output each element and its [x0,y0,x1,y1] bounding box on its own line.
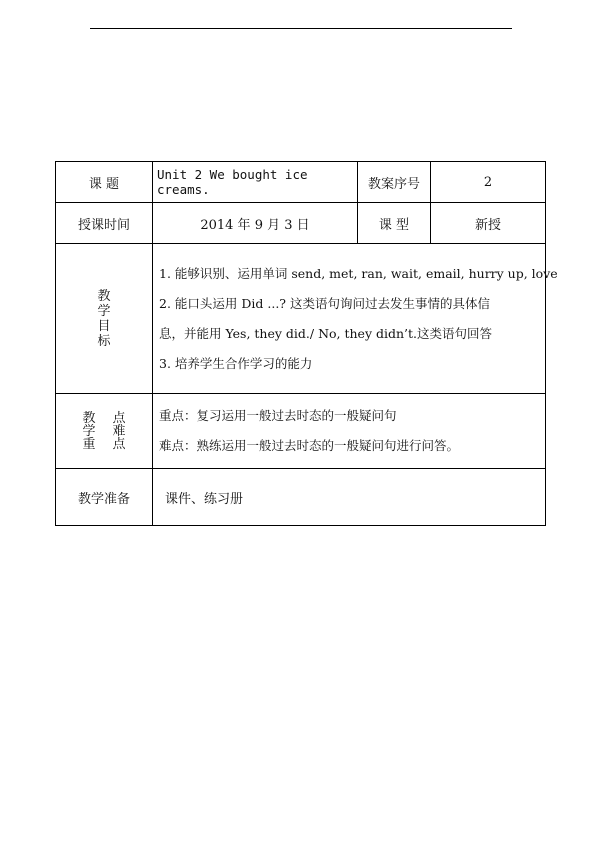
plan-number-value: 2 [431,162,546,203]
keypoints-label-char: 学 [82,423,96,439]
keypoints-label-char: 教 [82,410,96,426]
keypoints-content [153,394,546,469]
table-row [56,394,546,469]
keypoints-label-char: 重 [82,436,96,452]
topic-label: 课 题 [56,162,153,203]
objective-item: 1. 能够识别、运用单词 send, met, ran, wait, email, hurry up, love [159,265,558,281]
key-point: 重点：复习运用一般过去时态的一般疑问句 [159,408,397,423]
table-row [56,162,546,203]
table-row [56,244,546,394]
header-rule [90,28,512,29]
objectives-label [56,244,153,394]
lesson-plan-table [55,161,558,526]
table-row [56,203,546,244]
keypoints-label-char: 点 [112,410,126,426]
table-row [56,469,546,526]
date-value: 2014 年 9 月 3 日 [153,203,358,244]
preparation-label: 教学准备 [56,469,153,526]
time-label: 授课时间 [56,203,153,244]
objective-item: 息，并能用 Yes, they did./ No, they didn’t.这类语句回答 [159,325,493,341]
objectives-label-char: 教 [97,288,111,304]
topic-value: Unit 2 We bought ice creams. [153,162,358,203]
objectives-label-char: 学 [97,303,111,319]
objective-item: 3. 培养学生合作学习的能力 [159,355,313,371]
keypoints-label [56,394,153,469]
keypoints-label-char: 难 [112,423,126,439]
plan-number-label: 教案序号 [358,162,431,203]
objectives-content [153,244,558,394]
preparation-value: 课件、练习册 [153,469,546,526]
objectives-label-char: 标 [97,333,111,349]
type-label: 课 型 [358,203,431,244]
objectives-label-char: 目 [97,318,111,334]
type-value: 新授 [431,203,546,244]
keypoints-label-char: 点 [112,436,126,452]
difficult-point: 难点：熟练运用一般过去时态的一般疑问句进行问答。 [159,438,460,453]
objective-item: 2. 能口头运用 Did ...? 这类语句询问过去发生事情的具体信 [159,295,490,311]
